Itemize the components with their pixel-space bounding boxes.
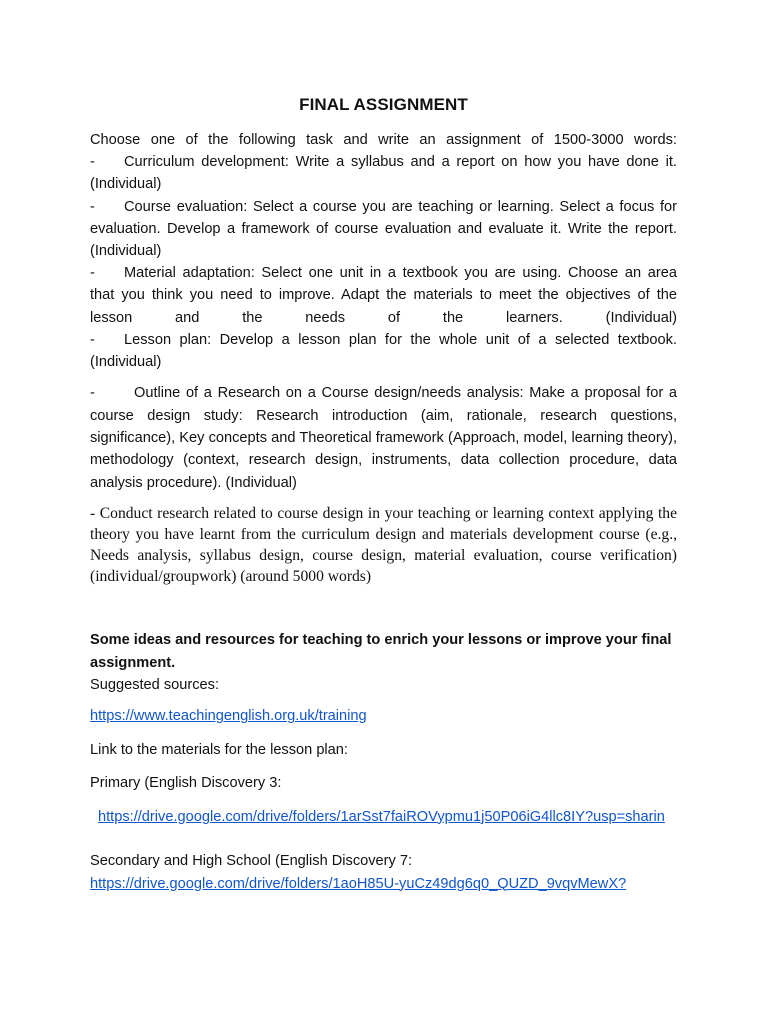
primary-label: Primary (English Discovery 3: bbox=[90, 775, 282, 792]
bullet-dash: - bbox=[90, 265, 95, 282]
task-text-cont: that you think you need to improve. Adapt the materials to meet the objectives of the bbox=[90, 287, 677, 304]
primary-drive-link[interactable]: https://drive.google.com/drive/folders/1arSst7faiROVypmu1j50P06iG4llc8IY?usp=sharin bbox=[98, 808, 665, 825]
task-text: Curriculum development: Write a syllabus and a report on how you have done it. bbox=[124, 154, 677, 171]
task-text-cont: (Individual) bbox=[90, 176, 162, 193]
task-conduct-research: - Conduct research related to course design in your teaching or learning context applying the theory you have learnt from the curriculum design and materials development course (e.g., Needs analysis, syllabus design, course design, material evaluation, course verification) (individual/groupwork) (around 5000 words) bbox=[90, 505, 677, 586]
suggested-sources-label: Suggested sources: bbox=[90, 677, 219, 694]
task-lesson-plan bbox=[90, 329, 677, 373]
task-text: Outline of a Research on a Course design/needs analysis: Make a proposal for a bbox=[134, 385, 677, 402]
task-text: Course evaluation: Select a course you are teaching or learning. Select a focus for bbox=[124, 198, 677, 215]
task-text: Material adaptation: Select one unit in a textbook you are using. Choose an area bbox=[124, 265, 677, 282]
intro-text: Choose one of the following task and write an assignment of 1500-3000 words: bbox=[90, 132, 677, 148]
task-text-cont: course design study: Research introduction (aim, rationale, research questions, significance), Key concepts and Theoretical framework (Approach, model, learning theory), methodology (context, research design, instruments, data collection procedure, data analysis procedure). (Individual) bbox=[90, 407, 677, 491]
task-text-cont: (Individual) bbox=[90, 354, 162, 371]
teachingenglish-link[interactable]: https://www.teachingenglish.org.uk/training bbox=[90, 708, 367, 725]
bullet-dash: - bbox=[90, 385, 95, 402]
task-text: Lesson plan: Develop a lesson plan for the whole unit of a selected textbook. bbox=[124, 331, 677, 348]
task-material-adaptation bbox=[90, 262, 677, 329]
task-research-outline bbox=[90, 382, 677, 494]
task-text-cont: lesson and the needs of the learners. (Individual) bbox=[90, 309, 677, 326]
secondary-label: Secondary and High School (English Discovery 7: bbox=[90, 853, 413, 870]
task-curriculum bbox=[90, 151, 677, 195]
lesson-materials-label: Link to the materials for the lesson plan: bbox=[90, 741, 348, 758]
ideas-heading: Some ideas and resources for teaching to enrich your lessons or improve your final assignment. bbox=[90, 632, 672, 671]
document-page bbox=[90, 95, 677, 895]
task-text-cont: evaluation. Develop a framework of course evaluation and evaluate it. Write the report. bbox=[90, 220, 677, 237]
task-text-cont: (Individual) bbox=[90, 243, 162, 260]
page-title: FINAL ASSIGNMENT bbox=[299, 95, 468, 114]
secondary-drive-link[interactable]: https://drive.google.com/drive/folders/1aoH85U-yuCz49dg6q0_QUZD_9vqvMewX? bbox=[90, 875, 627, 892]
task-list-block bbox=[90, 129, 677, 373]
task-course-evaluation bbox=[90, 196, 677, 263]
bullet-dash: - bbox=[90, 154, 95, 171]
bullet-dash: - bbox=[90, 198, 95, 215]
bullet-dash: - bbox=[90, 331, 95, 348]
